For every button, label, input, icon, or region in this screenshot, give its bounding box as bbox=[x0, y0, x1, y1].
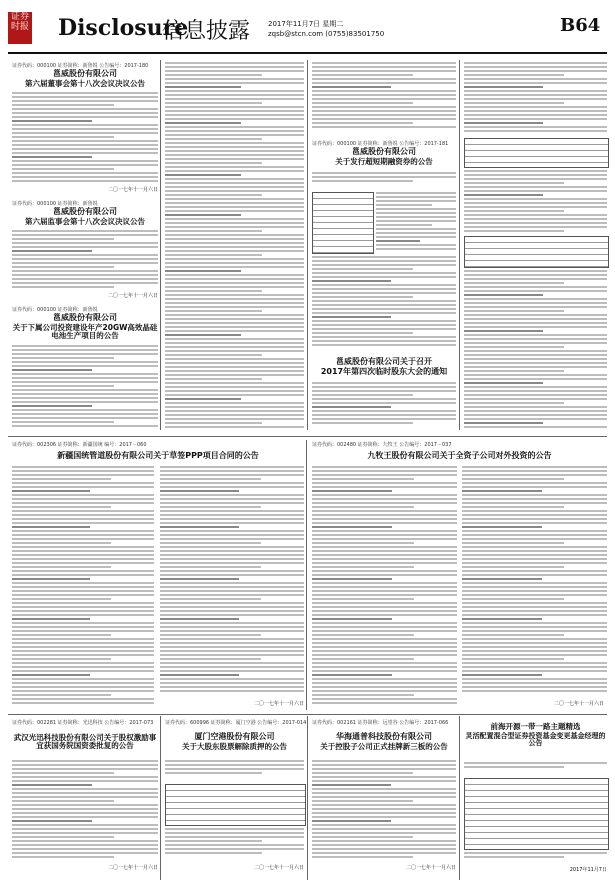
notice-company: 邕威股份有限公司 bbox=[352, 147, 416, 156]
notice-company: 邕威股份有限公司 bbox=[53, 69, 117, 78]
notice-sign-date: 二〇一七年十一月六日 bbox=[107, 187, 158, 193]
notice-company: 邕威股份有限公司 bbox=[53, 207, 117, 216]
stock-code-line: 证券代码：600996 证券简称：厦门空港 公告编号：2017-014 bbox=[165, 720, 307, 726]
notice-company: 邕威股份有限公司 bbox=[53, 313, 117, 322]
notice-body bbox=[12, 92, 158, 184]
notice-body-continued bbox=[312, 62, 456, 132]
notice-body bbox=[312, 466, 457, 706]
column-divider bbox=[160, 60, 161, 430]
notice-body bbox=[160, 466, 304, 696]
notice-company: 前海开源一带一路主题精选 bbox=[490, 722, 581, 731]
notice-body bbox=[12, 466, 154, 706]
pledge-table bbox=[165, 784, 306, 826]
notice-sign-date: 二〇一七年十一月六日 bbox=[107, 865, 158, 871]
notice-body-continued bbox=[464, 62, 607, 134]
notice-title: 九牧王股份有限公司关于全资子公司对外投资的公告 bbox=[367, 451, 552, 460]
column-divider bbox=[307, 716, 308, 880]
notice-body bbox=[312, 382, 456, 428]
bond-table bbox=[312, 192, 374, 254]
column-divider bbox=[459, 716, 460, 880]
notice-title: 关于下属公司投资建设年产20GW高效晶硅电池生产项目的公告 bbox=[12, 323, 158, 340]
section-divider bbox=[8, 714, 607, 715]
section-title-en: Disclosure bbox=[58, 15, 189, 41]
header-rule bbox=[8, 52, 607, 54]
stock-code-line: 证券代码：000100 证券简称：新鲁锐 bbox=[12, 307, 98, 313]
notice-body bbox=[12, 230, 158, 290]
notice-body bbox=[165, 760, 304, 780]
notice-body bbox=[464, 852, 607, 862]
notice-title: 关于大股东股票解除质押的公告 bbox=[182, 742, 287, 751]
notice-body bbox=[462, 466, 607, 696]
newspaper-logo: 证券时报 bbox=[8, 12, 32, 44]
notice-body bbox=[376, 192, 456, 252]
stock-code-line: 证券代码：002161 证券简称：远望谷 公告编号：2017-066 bbox=[312, 720, 449, 726]
notice-body bbox=[464, 270, 607, 430]
page-header bbox=[0, 0, 615, 52]
column-divider bbox=[306, 440, 307, 710]
notice-sign-date: 二〇一七年十一月六日 bbox=[553, 701, 604, 707]
column-divider bbox=[307, 60, 308, 430]
stock-code-line: 证券代码：000100 证券简称：新鲁锐 公告编号：2017-180 bbox=[12, 63, 149, 69]
page-number: B64 bbox=[560, 15, 601, 36]
agenda-table bbox=[464, 138, 609, 168]
issue-date: 2017年11月7日 星期二 bbox=[268, 20, 344, 28]
vote-table bbox=[464, 236, 609, 268]
stock-code-line: 证券代码：000100 证券简称：新鲁锐 公告编号：2017-181 bbox=[312, 141, 449, 147]
section-title-cn: 信息披露 bbox=[162, 19, 251, 44]
notice-sign-date: 二〇一七年十一月六日 bbox=[253, 865, 304, 871]
notice-title: 第六届监事会第十八次会议决议公告 bbox=[25, 217, 145, 226]
notice-title: 新疆国统管道股份有限公司关于草签PPP项目合同的公告 bbox=[57, 451, 259, 460]
notice-sign-date: 二〇一七年十一月六日 bbox=[253, 701, 304, 707]
section-divider bbox=[8, 436, 607, 437]
fund-manager-table bbox=[464, 778, 609, 850]
notice-title: 第六届董事会第十八次会议决议公告 bbox=[25, 79, 145, 88]
notice-title: 关于发行超短期融资券的公告 bbox=[335, 157, 433, 166]
column-divider bbox=[459, 60, 460, 430]
notice-body bbox=[312, 256, 456, 350]
notice-body bbox=[312, 760, 456, 860]
notice-company: 厦门空港股份有限公司 bbox=[194, 732, 275, 741]
notice-body bbox=[464, 762, 607, 774]
column-divider bbox=[160, 716, 161, 880]
stock-code-line: 证券代码：002281 证券简称：光迅科技 公告编号：2017-073 bbox=[12, 720, 154, 726]
stock-code-line: 证券代码：002306 证券简称：新疆国统 编号：2017－060 bbox=[12, 442, 147, 448]
notice-body bbox=[12, 760, 158, 860]
notice-body bbox=[312, 172, 456, 188]
contact-info: zqsb@stcn.com (0755)83501750 bbox=[268, 30, 385, 38]
notice-company: 邕威股份有限公司关于召开 bbox=[336, 357, 432, 366]
notice-sign-date: 2017年11月7日 bbox=[569, 867, 607, 873]
notice-company: 华海通普科技股份有限公司 bbox=[336, 732, 432, 741]
notice-body bbox=[464, 170, 607, 234]
notice-body-continued bbox=[165, 62, 304, 428]
notice-title: 武汉光迅科技股份有限公司关于股权激励事宜获国务院国资委批复的公告 bbox=[13, 733, 157, 750]
stock-code-line: 证券代码：002480 证券简称：九牧王 公告编号：2017－037 bbox=[312, 442, 452, 448]
notice-title: 关于控股子公司正式挂牌新三板的公告 bbox=[320, 742, 448, 751]
notice-body bbox=[12, 345, 158, 429]
stock-code-line: 证券代码：000100 证券简称：新鲁锐 bbox=[12, 201, 98, 207]
notice-sign-date: 二〇一七年十一月六日 bbox=[107, 293, 158, 299]
notice-title: 2017年第四次临时股东大会的通知 bbox=[320, 367, 448, 376]
notice-body bbox=[165, 828, 304, 862]
notice-sign-date: 二〇一七年十一月六日 bbox=[405, 865, 456, 871]
notice-title: 灵活配置混合型证券投资基金变更基金经理的公告 bbox=[465, 732, 606, 748]
